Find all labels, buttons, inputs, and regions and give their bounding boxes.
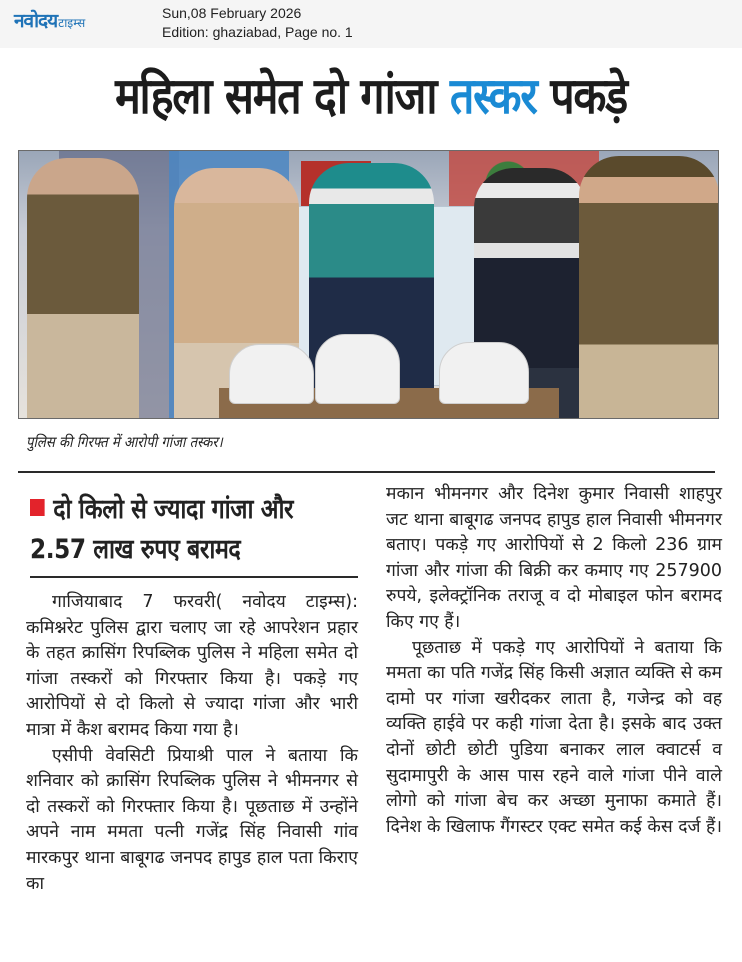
article-headline (52, 58, 690, 134)
subheading-divider (30, 576, 358, 578)
headline-part2: पकड़े (536, 67, 627, 125)
subheading-line-2: 2.57 लाख रुपए बरामद (30, 534, 241, 565)
article-body-right-column (386, 482, 722, 840)
red-square-bullet-icon (30, 499, 45, 516)
body-paragraph: एसीपी वेवसिटी प्रियाश्री पाल ने बताया कि शनिवार को क्रासिंग रिपब्लिक पुलिस ने भीमनगर से दो तस्करों को गिरफ्तार किया है। पूछताछ में उन्होंने अपने नाम ममता पत्नी गजेंद्र सिंह निवासी गांव मारकपुर थाना बाबूगढ जनपद हापुड हाल पता किराए का (26, 745, 358, 894)
logo-sub-text: टाइम्स (58, 16, 86, 30)
photo-person-officer-left (27, 158, 139, 418)
article-body-left-column (26, 590, 358, 897)
article-photo (18, 150, 719, 419)
body-paragraph: पूछताछ में पकड़े गए आरोपियों ने बताया कि ममता का पति गजेंद्र सिंह किसी अज्ञात व्यक्ति से कम दामो पर गांजा खरीदकर लाता है, गजेन्द्र को वह व्यक्ति हाईवे पर कही गांजा देता है। इसके बाद उक्त दोनों छोटी छोटी पुडिया बनाकर लाल क्वाटर्स व सुदामापुरी के आस पास रहने वाले गांजा पीने वाले लोगो को गांजा बेच कर अच्छा मुनाफा कमाते हैं। दिनेश के खिलाफ गैंगस्टर एक्ट समेत कई केस दर्ज हैं। (386, 637, 722, 837)
photo-caption: पुलिस की गिरफ्त में आरोपी गांजा तस्कर। (26, 433, 223, 451)
body-paragraph: गाजियाबाद 7 फरवरी( नवोदय टाइम्स): कमिश्नरेट पुलिस द्वारा चलाए जा रहे आपरेशन प्रहार के तहत क्रासिंग रिपब्लिक पुलिस ने महिला समेत दो गांजा तस्करों को गिरफ्तार किया है। पकड़े गए आरोपियों से दो किलो से ज्यादा गांजा और भारी मात्रा में कैश बरामद किया गया है। (26, 592, 358, 740)
edition-header-bar (0, 0, 742, 48)
edition-page: Edition: ghaziabad, Page no. 1 (162, 24, 353, 40)
edition-date: Sun,08 February 2026 (162, 5, 302, 21)
newspaper-logo[interactable] (14, 11, 85, 31)
headline-part1: महिला समेत दो गांजा (115, 67, 450, 125)
logo-main-text: नवोदय (14, 10, 58, 32)
body-paragraph: मकान भीमनगर और दिनेश कुमार निवासी शाहपुर जट थाना बाबूगढ जनपद हापुड हाल निवासी भीमनगर बताए। पकड़े गए आरोपियों से 2 किलो 236 ग्राम गांजा और गांजा की बिक्री कर कमाए गए 257900 रुपये, इलेक्ट्रॉनिक तराजू व दो मोबाइल फोन बरामद किए गए हैं। (386, 484, 722, 632)
subheading-line-1: दो किलो से ज्यादा गांजा और (53, 494, 294, 525)
edition-info (162, 4, 353, 42)
photo-seized-packet (439, 342, 529, 404)
photo-seized-packet (229, 344, 314, 404)
photo-seized-packet (315, 334, 400, 404)
photo-person-officer-right (579, 156, 719, 418)
article-subheading (30, 490, 314, 570)
section-divider (18, 471, 715, 473)
headline-accent-word: तस्कर (449, 67, 537, 125)
